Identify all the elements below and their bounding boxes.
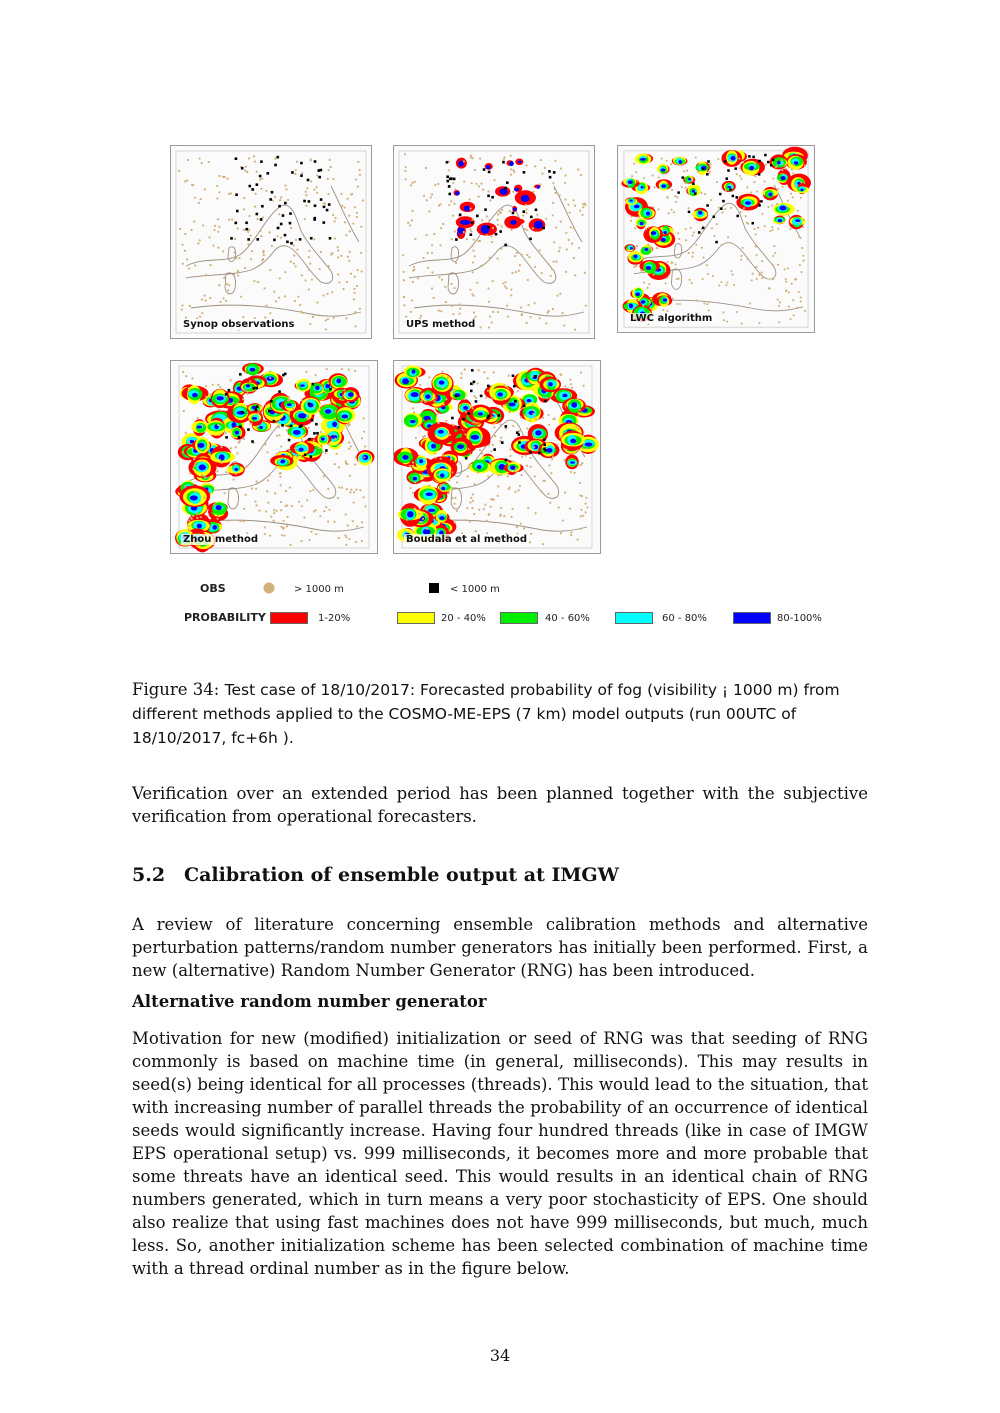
figure-caption-prefix: Figure 34:: [132, 680, 220, 699]
zhou-map-image: [171, 361, 377, 553]
subheading: Alternative random number generator: [132, 992, 487, 1011]
legend-class-label: 80-100%: [777, 613, 822, 624]
legend-swatch-1-20: [270, 612, 308, 624]
map-panel-label: Boudala et al method: [406, 534, 528, 545]
map-panel-label: Zhou method: [183, 534, 258, 545]
ups-map-image: [394, 146, 594, 338]
section-number: 5.2: [132, 864, 166, 886]
boudala-map-image: [394, 361, 600, 553]
legend-class-label: 1-20%: [318, 613, 351, 624]
map-panel-boudala: [393, 360, 601, 554]
paragraph-verification: Verification over an extended period has been planned together with the subjective verification from operational forecasters.: [132, 784, 868, 826]
legend-class-label: 40 - 60%: [545, 613, 590, 624]
legend-obs-under: < 1000 m: [450, 584, 500, 595]
legend-class-label: 60 - 80%: [662, 613, 707, 624]
lwc-map-image: [618, 146, 814, 332]
figure-caption: [132, 678, 868, 750]
map-panel-synop: [170, 145, 372, 339]
map-panel-label: UPS method: [406, 319, 476, 330]
synop-map-image: [171, 146, 371, 338]
map-panel-label: LWC algorithm: [630, 313, 713, 324]
legend-swatch-60-80: [615, 612, 653, 624]
page-number: 34: [489, 1346, 511, 1365]
legend-swatch-20-40: [397, 612, 435, 624]
obs-over-marker: [262, 581, 276, 595]
paragraph-motivation: Motivation for new (modified) initialization or seed of RNG was that seeding of RNG commonly is based on machine time (in general, milliseconds). This may results in seed(s) being identical for all processes (threads). This would lead to the situation, that with increasing number of parallel threads the probability of an occurrence of identical seeds would significantly increase. Having four hundred threads (like in case of IMGW EPS operational setup) vs. 999 milliseconds, it becomes more and more probable that some threats have an identical seed. This would results in an identical chain of RNG numbers generated, which in turn means a very poor stochasticity of EPS. One should also realize that using fast machines does not have 999 milliseconds, but much, much less. So, another initialization scheme has been selected combination of machine time with a thread ordinal number as in the figure below.: [132, 1029, 868, 1278]
legend-class-label: 20 - 40%: [441, 613, 486, 624]
section-title: Calibration of ensemble output at IMGW: [184, 864, 619, 886]
map-panel-lwc: [617, 145, 815, 333]
legend-obs-label: OBS: [200, 582, 226, 595]
obs-under-marker: [428, 582, 440, 594]
legend-swatch-40-60: [500, 612, 538, 624]
map-panel-label: Synop observations: [183, 319, 295, 330]
legend-probability-label: PROBABILITY: [184, 611, 266, 624]
paragraph-review: A review of literature concerning ensemble calibration methods and alternative perturbation patterns/random number generators has initially been performed. First, a new (alternative) Random Number Generator (RNG) has been introduced.: [132, 915, 868, 980]
figure-caption-text: Test case of 18/10/2017: Forecasted probability of fog (visibility ¡ 1000 m) from different methods applied to the COSMO-ME-EPS (7 km) model outputs (run 00UTC of 18/10/2017, fc+6h ).: [132, 681, 840, 747]
legend-swatch-80-100: [733, 612, 771, 624]
section-heading: [132, 864, 619, 886]
map-panel-ups: [393, 145, 595, 339]
legend-obs-over: > 1000 m: [294, 584, 344, 595]
map-panel-zhou: [170, 360, 378, 554]
